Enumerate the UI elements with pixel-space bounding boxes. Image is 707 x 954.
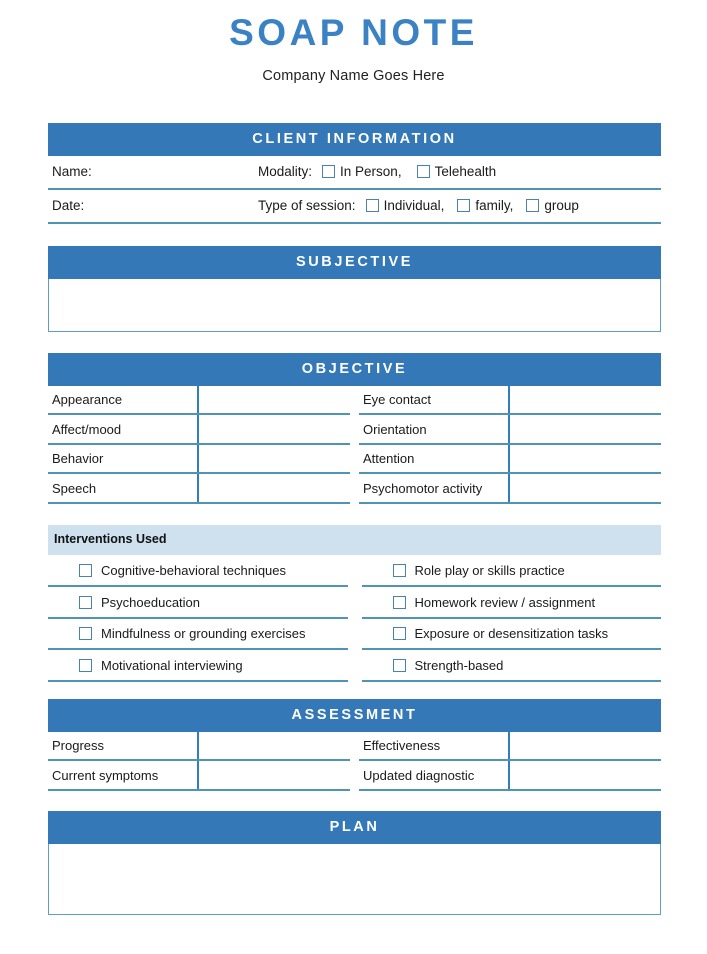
row-label: Psychomotor activity: [359, 474, 510, 502]
list-item: [362, 650, 662, 682]
row-value[interactable]: [510, 415, 661, 443]
assessment-table: [48, 732, 661, 791]
table-row: [359, 474, 661, 504]
client-date-row: [48, 190, 661, 224]
row-label: Behavior: [48, 445, 199, 473]
list-item-label: Psychoeducation: [101, 594, 201, 610]
checkbox-telehealth[interactable]: [417, 165, 430, 178]
checkbox-group[interactable]: [526, 199, 539, 212]
company-name: Company Name Goes Here: [262, 67, 445, 84]
row-value[interactable]: [510, 474, 661, 502]
row-label: Eye contact: [359, 386, 510, 414]
checkbox-role-play-or-skills-practice[interactable]: [393, 564, 406, 577]
row-value[interactable]: [510, 445, 661, 473]
client-information-section: [48, 123, 661, 224]
list-item-label: Mindfulness or grounding exercises: [101, 626, 306, 641]
checkbox-in-person[interactable]: [322, 165, 335, 178]
modality-label: Modality:: [258, 164, 313, 180]
checkbox-family[interactable]: [457, 199, 470, 212]
table-row: [48, 445, 350, 475]
row-label: Progress: [48, 732, 199, 760]
row-value[interactable]: [199, 732, 350, 760]
table-row: [48, 474, 350, 504]
list-item: [48, 587, 348, 619]
assessment-table-left: [48, 732, 350, 791]
list-item-label: Exposure or desensitization tasks: [414, 626, 609, 641]
row-label: Appearance: [48, 386, 199, 414]
assessment-heading: ASSESSMENT: [48, 699, 661, 732]
subjective-textbox[interactable]: [48, 279, 661, 332]
row-value[interactable]: [510, 386, 661, 414]
objective-table: [48, 386, 661, 504]
list-item: [48, 619, 348, 651]
table-row: [359, 732, 661, 762]
list-item: [48, 556, 348, 588]
subjective-section: [48, 246, 661, 332]
option-label-telehealth: Telehealth: [434, 164, 497, 180]
row-value[interactable]: [199, 386, 350, 414]
list-item-label: Strength-based: [414, 657, 504, 673]
table-row: [48, 415, 350, 445]
option-label-in-person: In Person,: [340, 164, 402, 180]
option-label-group: group: [544, 198, 579, 214]
list-item-label: Role play or skills practice: [414, 563, 565, 578]
plan-section: [48, 811, 661, 915]
table-row: [359, 445, 661, 475]
session-type-label: Type of session:: [258, 198, 356, 214]
row-label: Attention: [359, 445, 510, 473]
session-type-group: [258, 198, 579, 213]
option-label-family: family,: [475, 198, 514, 214]
list-item: [362, 587, 662, 619]
checkbox-psychoeducation[interactable]: [79, 596, 92, 609]
checkbox-individual[interactable]: [366, 199, 379, 212]
list-item-label: Motivational interviewing: [101, 657, 243, 673]
table-row: [359, 386, 661, 416]
row-label: Current symptoms: [48, 761, 199, 789]
document-header: [0, 0, 707, 84]
plan-textbox[interactable]: [48, 844, 661, 915]
row-label: Effectiveness: [359, 732, 510, 760]
objective-section: [48, 353, 661, 504]
objective-table-right: [359, 386, 661, 504]
interventions-heading: Interventions Used: [48, 525, 661, 555]
interventions-column-left: [48, 556, 348, 682]
interventions-column-right: [362, 556, 662, 682]
row-label: Orientation: [359, 415, 510, 443]
client-information-heading: CLIENT INFORMATION: [48, 123, 661, 156]
checkbox-strength-based[interactable]: [393, 659, 406, 672]
row-value[interactable]: [510, 732, 661, 760]
client-name-row: [48, 156, 661, 190]
checkbox-homework-review-assignment[interactable]: [393, 596, 406, 609]
row-value[interactable]: [199, 474, 350, 502]
list-item-label: Cognitive-behavioral techniques: [101, 563, 287, 578]
table-row: [359, 761, 661, 791]
objective-heading: OBJECTIVE: [48, 353, 661, 386]
page-title: SOAP NOTE: [229, 12, 478, 53]
table-row: [48, 761, 350, 791]
row-value[interactable]: [199, 415, 350, 443]
list-item: [362, 619, 662, 651]
row-label: Speech: [48, 474, 199, 502]
table-row: [359, 415, 661, 445]
row-value[interactable]: [510, 761, 661, 789]
list-item: [48, 650, 348, 682]
table-row: [48, 732, 350, 762]
objective-table-left: [48, 386, 350, 504]
row-label: Affect/mood: [48, 415, 199, 443]
modality-group: [258, 164, 496, 179]
checkbox-exposure-or-desensitization-tasks[interactable]: [393, 627, 406, 640]
row-value[interactable]: [199, 445, 350, 473]
name-label: Name:: [52, 164, 92, 180]
row-label: Updated diagnostic: [359, 761, 510, 789]
assessment-section: [48, 699, 661, 791]
list-item: [362, 556, 662, 588]
assessment-table-right: [359, 732, 661, 791]
checkbox-motivational-interviewing[interactable]: [79, 659, 92, 672]
list-item-label: Homework review / assignment: [414, 594, 596, 610]
table-row: [48, 386, 350, 416]
checkbox-mindfulness-or-grounding-exercises[interactable]: [79, 627, 92, 640]
subjective-heading: SUBJECTIVE: [48, 246, 661, 279]
interventions-list: [48, 556, 661, 682]
option-label-individual: Individual,: [383, 198, 445, 214]
row-value[interactable]: [199, 761, 350, 789]
date-label: Date:: [52, 198, 85, 214]
plan-heading: PLAN: [48, 811, 661, 844]
interventions-section: [48, 525, 661, 682]
checkbox-cognitive-behavioral-techniques[interactable]: [79, 564, 92, 577]
